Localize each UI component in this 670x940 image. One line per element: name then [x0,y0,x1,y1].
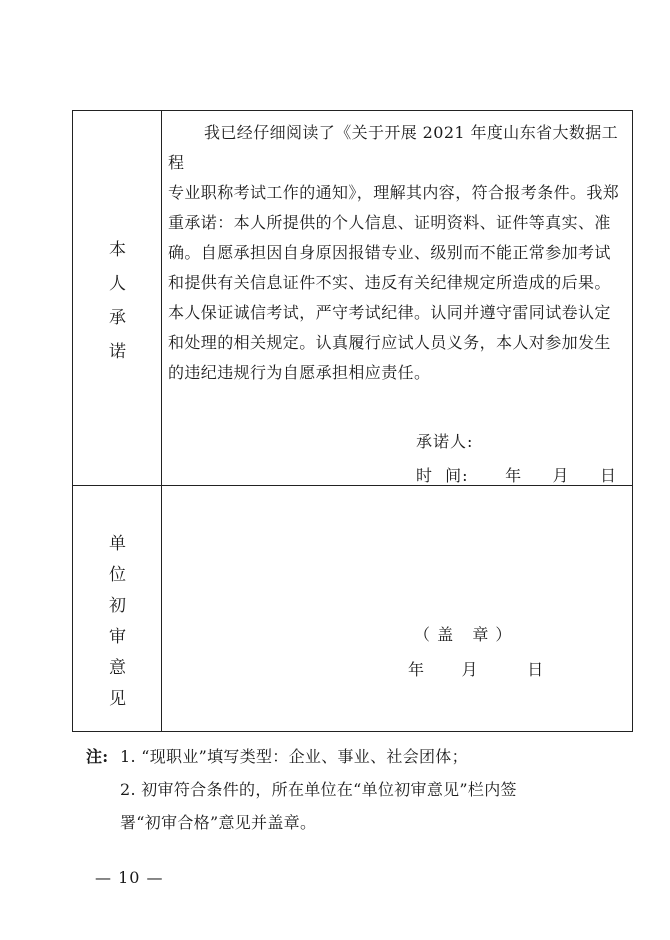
pledge-label-char: 承 [109,308,126,328]
pledge-row [73,111,632,486]
review-label-char: 意 [109,658,126,678]
review-label-char: 见 [109,689,126,709]
pledge-line: 重承诺：本人所提供的个人信息、证明资料、证件等真实、准 [168,213,611,232]
review-label-char: 审 [109,627,126,647]
note-item-2-line-1: 2. 初审符合条件的，所在单位在“单位初审意见”栏内签 [120,780,517,799]
review-label [73,529,162,715]
pledge-content-cell [162,111,632,485]
pledge-line: 和处理的相关规定。认真履行应试人员义务，本人对参加发生 [168,333,611,352]
signer-label: 承诺人: [416,432,474,451]
pledge-text [168,118,630,388]
review-content-cell [162,486,632,731]
seal-label: （ 盖 章 ） [414,625,513,644]
pledge-line: 和提供有关信息证件不实、违反有关纪律规定所造成的后果。 [168,273,611,292]
pledge-line: 的违纪违规行为自愿承担相应责任。 [168,363,431,382]
pledge-label-cell [73,111,162,485]
form-table [72,110,633,732]
pledge-label-char: 本 [109,240,126,260]
pledge-label-char: 诺 [109,342,126,362]
note-item-1 [86,740,517,773]
pledge-date-label: 时 间: 年 月 日 [416,466,617,485]
review-date-label: 年 月 日 [408,660,545,679]
review-label-cell [73,486,162,731]
pledge-label [73,233,162,369]
pledge-line: 确。自愿承担因自身原因报错专业、级别而不能正常参加考试 [168,243,611,262]
pledge-line: 我已经仔细阅读了《关于开展 2021 年度山东省大数据工程 [168,123,619,172]
review-label-char: 单 [109,534,126,554]
review-label-char: 位 [109,565,126,585]
notes-section [86,740,517,839]
pledge-label-char: 人 [109,274,126,294]
pledge-line: 专业职称考试工作的通知》，理解其内容，符合报考条件。我郑 [168,183,620,202]
page-number: — 10 — [95,868,164,887]
pledge-line: 本人保证诚信考试，严守考试纪律。认同并遵守雷同试卷认定 [168,303,611,322]
review-label-char: 初 [109,596,126,616]
review-row [73,486,632,731]
notes-prefix: 注: [86,747,109,766]
note-item-2-line-2: 署“初审合格”意见并盖章。 [120,813,317,832]
note-item-1-text: 1. “现职业”填写类型：企业、事业、社会团体； [120,747,468,766]
